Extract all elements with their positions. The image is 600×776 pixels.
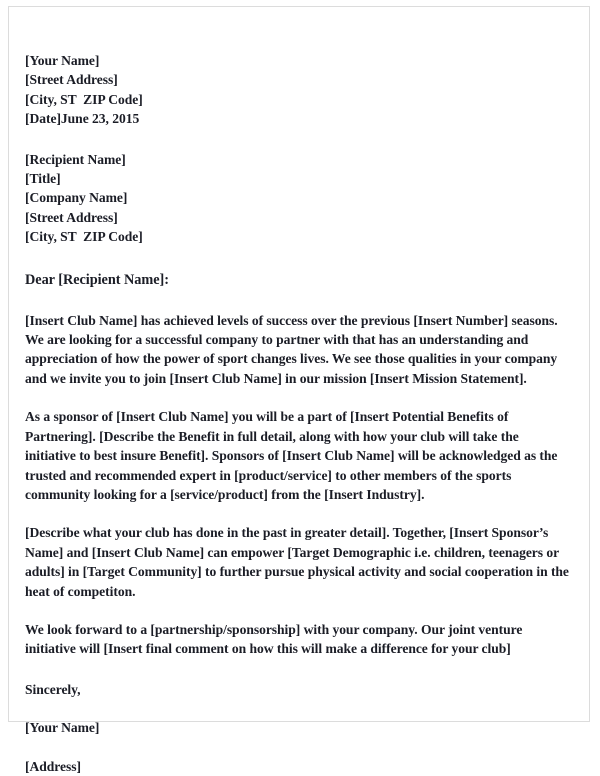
spacer-after-salutation xyxy=(25,290,577,311)
body-paragraph-4: We look forward to a [partnership/sponsorship] with your company. Our joint venture initiative will [Insert final comment on how this will make a difference for your club] xyxy=(25,621,523,657)
letter-body xyxy=(25,51,577,776)
sender-name-line: [Your Name] xyxy=(25,53,100,68)
spacer-after-sender xyxy=(25,129,577,150)
spacer-after-signer-name xyxy=(25,738,577,757)
recipient-street-line: [Street Address] xyxy=(25,209,118,225)
sender-street-line: [Street Address] xyxy=(25,72,118,88)
spacer-after-paragraph-3 xyxy=(25,601,577,620)
date-line: [Date]June 23, 2015 xyxy=(25,111,140,127)
spacer-after-valediction xyxy=(25,699,577,718)
signer-address-line: [Address] xyxy=(25,758,81,774)
signer-name-line: [Your Name] xyxy=(25,720,100,736)
body-paragraph-2: As a sponsor of [Insert Club Name] you will be a part of [Insert Potential Benefits of Partnering]. [Describe the Benefit in full detail, along with how your club will take the initiative to best insure Benefit]. Sponsors of [Insert Club Name] will be acknowledged as the trusted and recommended expert in [product/service] to other members of the sports community looking for a [service/product] from the [Insert Industry]. xyxy=(25,409,558,502)
recipient-company-line: [Company Name] xyxy=(25,190,128,206)
valediction-line: Sincerely, xyxy=(25,681,81,697)
letter-page xyxy=(8,6,590,774)
recipient-address-block xyxy=(25,150,577,247)
spacer-after-recipient xyxy=(25,247,577,270)
sender-address-block xyxy=(25,51,577,129)
body-paragraph-1: [Insert Club Name] has achieved levels of success over the previous [Insert Number] seasons. We are looking for a successful company to partner with that has an understanding and appreciation of how the power of sport changes lives. We see those qualities in your company and we invite you to join [Insert Club Name] in our mission [Insert Mission Statement]. xyxy=(25,312,558,386)
salutation-line: Dear [Recipient Name]: xyxy=(25,271,169,288)
sender-city-state-zip-line: [City, ST ZIP Code] xyxy=(25,91,143,107)
recipient-title-line: [Title] xyxy=(25,171,61,187)
spacer-after-paragraph-1 xyxy=(25,388,577,407)
recipient-name-line: [Recipient Name] xyxy=(25,151,126,167)
spacer-after-paragraph-4 xyxy=(25,659,577,680)
recipient-city-state-zip-line: [City, ST ZIP Code] xyxy=(25,229,143,245)
body-paragraph-3: [Describe what your club has done in the past in greater detail]. Together, [Insert Sponsor’s Name] and [Insert Club Name] can empower [Target Demographic i.e. children, teenagers or adults] in [Target Community] to further pursue physical activity and social cooperation in the heat of competiton. xyxy=(25,525,569,599)
spacer-after-paragraph-2 xyxy=(25,504,577,523)
